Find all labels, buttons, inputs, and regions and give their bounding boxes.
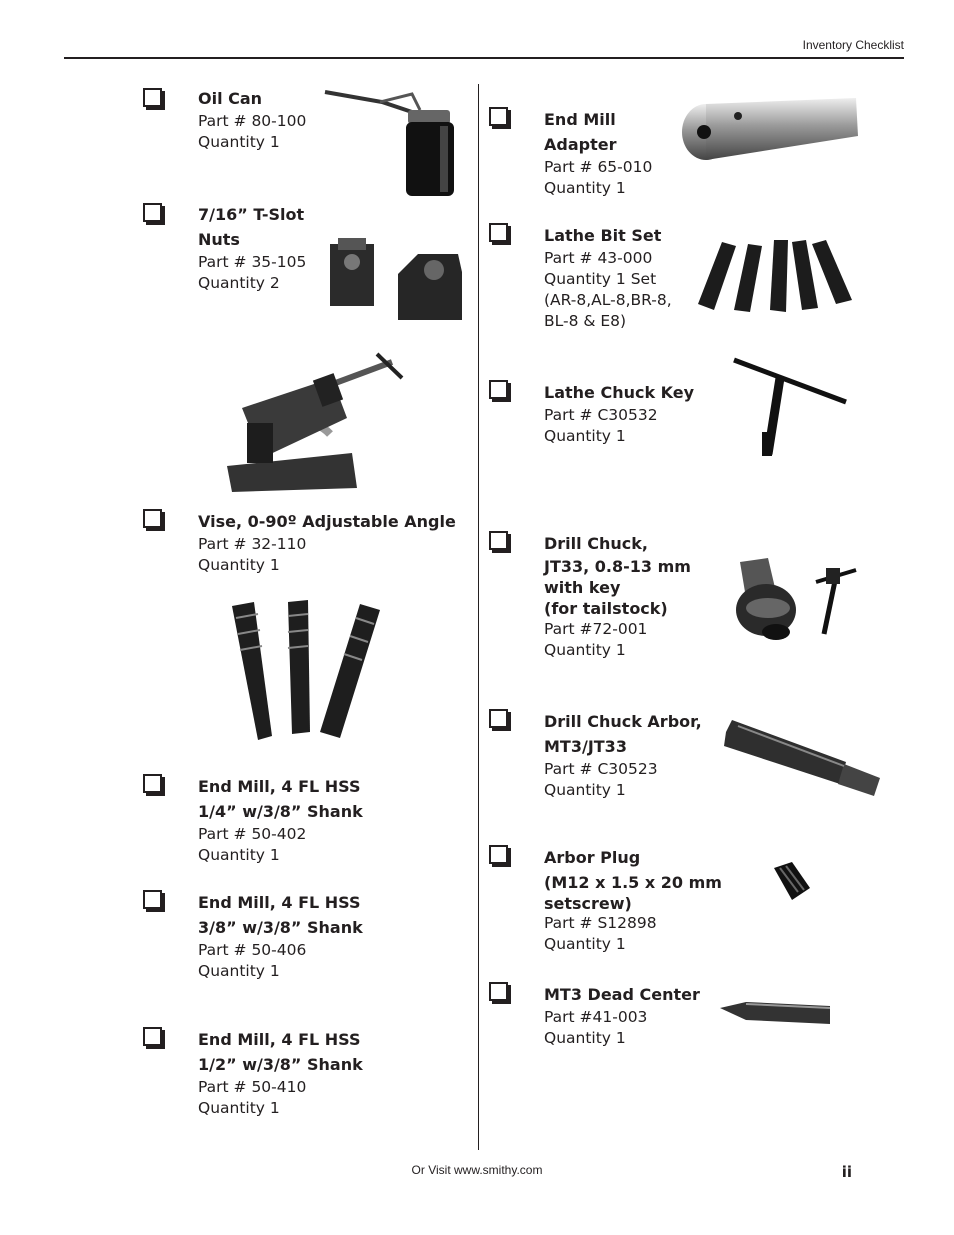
item-title: 1/4” w/3/8” Shank xyxy=(198,802,363,821)
item-part: Part # 43-000 xyxy=(544,249,653,267)
item-tslot-nuts xyxy=(198,202,306,294)
item-title: Lathe Bit Set xyxy=(544,226,662,245)
item-lathe-bit-set xyxy=(544,223,672,332)
item-title: 7/16” T-Slot xyxy=(198,205,305,224)
checkbox-drill-chuck[interactable] xyxy=(489,531,508,550)
item-title: End Mill, 4 FL HSS xyxy=(198,777,361,796)
arbor-plug-image xyxy=(766,858,816,904)
item-quantity: Quantity 1 xyxy=(544,781,626,799)
item-end-mill-375 xyxy=(198,890,363,982)
item-title: Oil Can xyxy=(198,89,263,108)
item-detail: BL-8 & E8) xyxy=(544,312,627,330)
checkbox-arbor-plug[interactable] xyxy=(489,845,508,864)
lathe-bit-set-image xyxy=(692,226,864,318)
vise-image xyxy=(172,348,434,500)
drill-chuck-arbor-image xyxy=(718,712,888,804)
item-title: 1/2” w/3/8” Shank xyxy=(198,1055,363,1074)
header-rule xyxy=(64,57,904,59)
item-quantity: Quantity 1 xyxy=(198,846,280,864)
item-end-mill-250 xyxy=(198,774,363,866)
item-title: 3/8” w/3/8” Shank xyxy=(198,918,363,937)
item-title: Drill Chuck Arbor, xyxy=(544,712,702,731)
item-quantity: Quantity 1 xyxy=(544,179,626,197)
item-quantity: Quantity 1 xyxy=(544,641,626,659)
item-vise xyxy=(198,509,456,576)
checkbox-tslot-nuts[interactable] xyxy=(143,203,162,222)
item-quantity: Quantity 2 xyxy=(198,274,280,292)
item-quantity: Quantity 1 xyxy=(544,935,626,953)
item-arbor-plug xyxy=(544,845,722,955)
item-title: Nuts xyxy=(198,230,240,249)
end-mill-adapter-image xyxy=(680,94,864,166)
item-drill-chuck xyxy=(544,531,691,661)
item-drill-chuck-arbor xyxy=(544,709,702,801)
checkbox-end-mill-250[interactable] xyxy=(143,774,162,793)
checkbox-lathe-chuck-key[interactable] xyxy=(489,380,508,399)
checkbox-end-mill-375[interactable] xyxy=(143,890,162,909)
item-part: Part # C30523 xyxy=(544,760,658,778)
item-detail: (AR-8,AL-8,BR-8, xyxy=(544,291,672,309)
item-title: with key xyxy=(544,578,621,597)
item-part: Part # 35-105 xyxy=(198,253,307,271)
checkbox-lathe-bit-set[interactable] xyxy=(489,223,508,242)
item-part: Part # 32-110 xyxy=(198,535,307,553)
item-title: End Mill xyxy=(544,110,616,129)
column-divider xyxy=(478,84,479,1150)
item-end-mill-500 xyxy=(198,1027,363,1119)
item-quantity: Quantity 1 Set xyxy=(544,270,657,288)
item-quantity: Quantity 1 xyxy=(544,427,626,445)
checkbox-dead-center[interactable] xyxy=(489,982,508,1001)
item-title: Vise, 0-90º Adjustable Angle xyxy=(198,512,456,531)
item-part: Part # 50-410 xyxy=(198,1078,307,1096)
item-quantity: Quantity 1 xyxy=(544,1029,626,1047)
end-mills-image xyxy=(220,592,396,750)
item-part: Part #72-001 xyxy=(544,620,648,638)
item-title: End Mill, 4 FL HSS xyxy=(198,1030,361,1049)
page-number: ii xyxy=(841,1163,852,1181)
checkbox-drill-chuck-arbor[interactable] xyxy=(489,709,508,728)
item-quantity: Quantity 1 xyxy=(198,1099,280,1117)
item-title: End Mill, 4 FL HSS xyxy=(198,893,361,912)
oil-can-image xyxy=(320,84,460,200)
checkbox-vise[interactable] xyxy=(143,509,162,528)
item-title: setscrew) xyxy=(544,894,632,913)
item-quantity: Quantity 1 xyxy=(198,962,280,980)
item-quantity: Quantity 1 xyxy=(198,556,280,574)
item-title: JT33, 0.8-13 mm xyxy=(544,557,691,576)
item-part: Part # 50-402 xyxy=(198,825,307,843)
drill-chuck-image xyxy=(728,552,870,644)
item-title: Lathe Chuck Key xyxy=(544,383,695,402)
footer-text: Or Visit www.smithy.com xyxy=(411,1163,543,1177)
item-end-mill-adapter xyxy=(544,107,652,199)
header-title: Inventory Checklist xyxy=(802,38,904,52)
item-lathe-chuck-key xyxy=(544,380,694,447)
item-part: Part # 80-100 xyxy=(198,112,307,130)
item-dead-center xyxy=(544,982,700,1049)
item-oil-can xyxy=(198,86,306,153)
item-part: Part # 65-010 xyxy=(544,158,653,176)
item-part: Part # C30532 xyxy=(544,406,658,424)
item-quantity: Quantity 1 xyxy=(198,133,280,151)
tslot-nuts-image xyxy=(322,236,468,326)
checkbox-oil-can[interactable] xyxy=(143,88,162,107)
item-part: Part # S12898 xyxy=(544,914,657,932)
item-title: Adapter xyxy=(544,135,617,154)
lathe-chuck-key-image xyxy=(728,352,852,464)
checkbox-end-mill-500[interactable] xyxy=(143,1027,162,1046)
dead-center-image xyxy=(718,996,836,1032)
checkbox-end-mill-adapter[interactable] xyxy=(489,107,508,126)
item-title: Arbor Plug xyxy=(544,848,641,867)
item-part: Part # 50-406 xyxy=(198,941,307,959)
item-title: (for tailstock) xyxy=(544,599,668,618)
item-part: Part #41-003 xyxy=(544,1008,648,1026)
item-title: (M12 x 1.5 x 20 mm xyxy=(544,873,722,892)
item-title: MT3 Dead Center xyxy=(544,985,700,1004)
item-title: Drill Chuck, xyxy=(544,534,648,553)
item-title: MT3/JT33 xyxy=(544,737,627,756)
